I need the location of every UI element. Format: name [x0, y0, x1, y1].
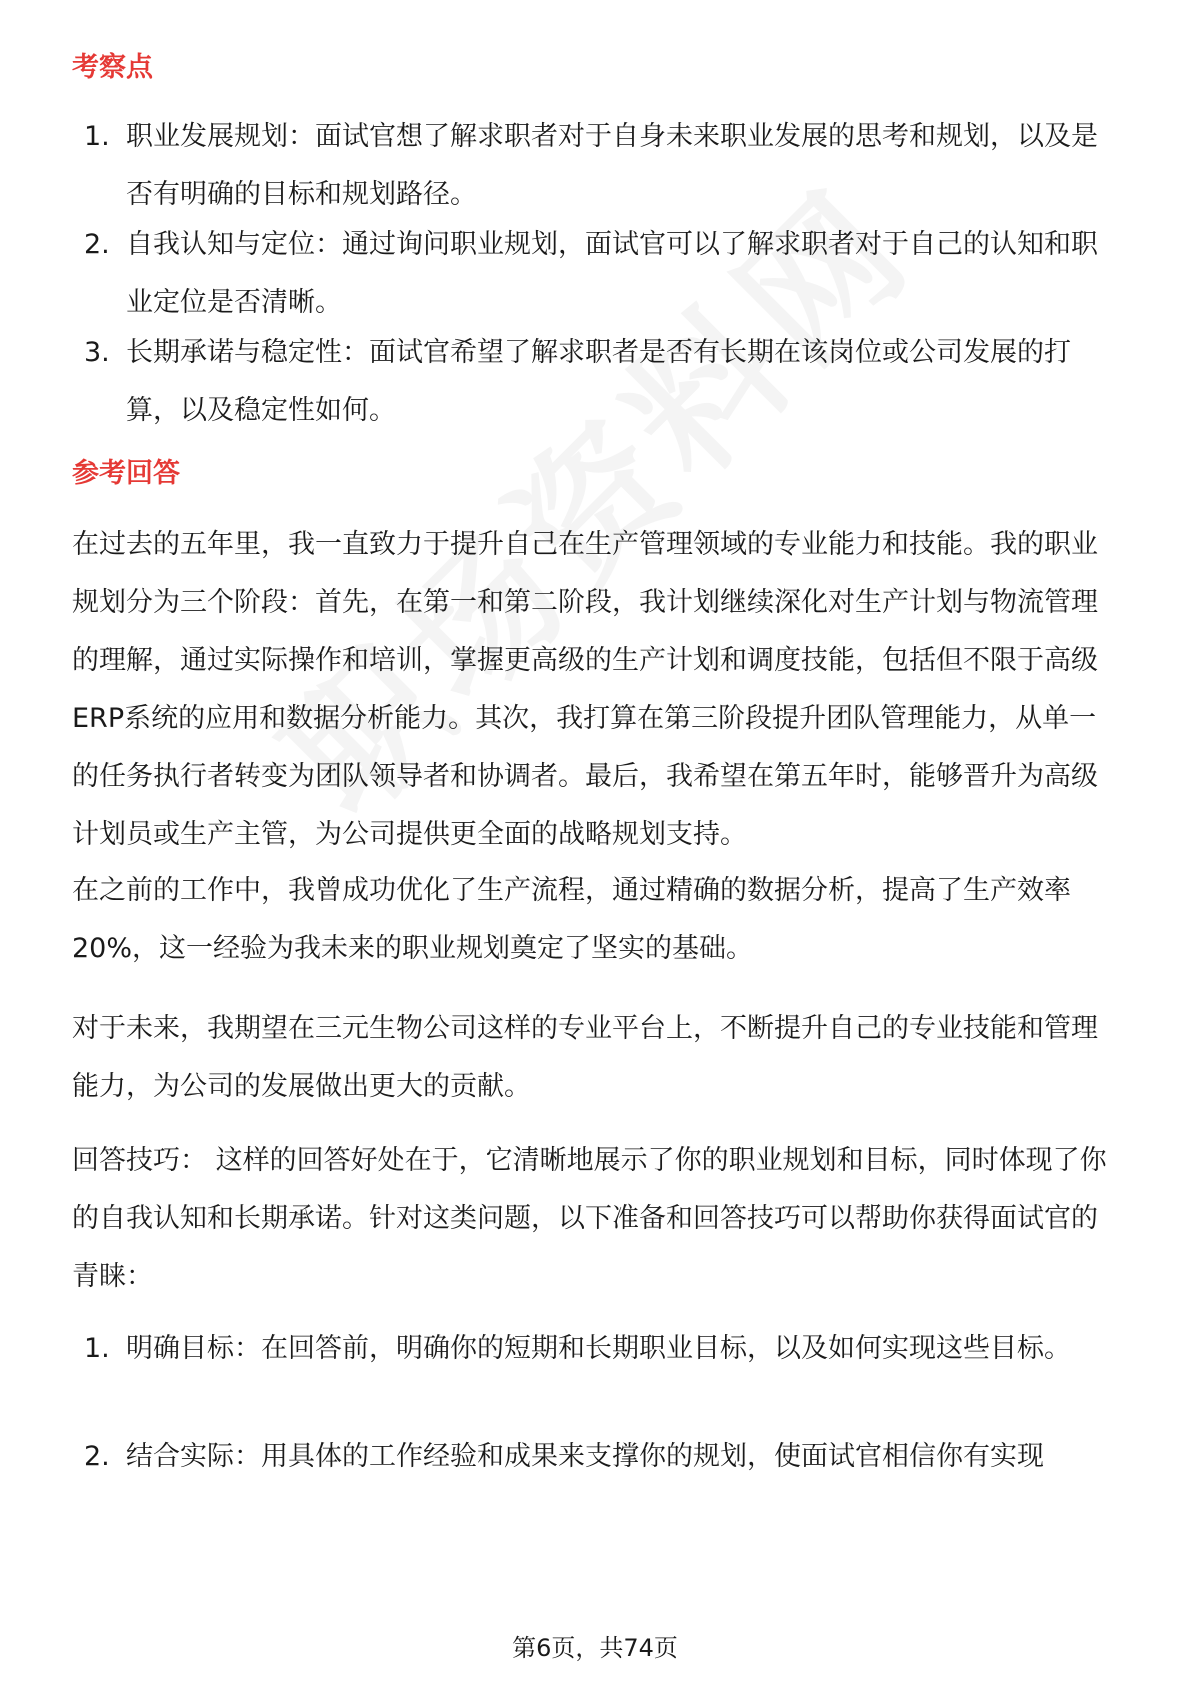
tip-item: [84, 1428, 1124, 1486]
answer-paragraph: 在之前的工作中，我曾成功优化了生产流程，通过精确的数据分析，提高了生产效率20%，这一经验为我未来的职业规划奠定了坚实的基础。: [72, 875, 1071, 964]
list-number: 1.: [84, 1333, 110, 1364]
list-number: 3.: [84, 337, 110, 368]
list-item: [84, 324, 1124, 440]
list-text: 职业发展规划：面试官想了解求职者对于自身未来职业发展的思考和规划，以及是否有明确的目标和规划路径。: [126, 121, 1098, 210]
list-item: [84, 216, 1124, 332]
list-number: 2.: [84, 1441, 110, 1472]
list-number: 2.: [84, 229, 110, 260]
answer-tips-paragraph: 回答技巧： 这样的回答好处在于，它清晰地展示了你的职业规划和目标，同时体现了你的自我认知和长期承诺。针对这类问题，以下准备和回答技巧可以帮助你获得面试官的青睐：: [72, 1145, 1107, 1292]
list-item: [84, 108, 1124, 224]
page-footer: 第6页，共74页: [512, 1634, 678, 1662]
section-title-key-points: 考察点: [72, 52, 153, 83]
list-text: 长期承诺与稳定性：面试官希望了解求职者是否有长期在该岗位或公司发展的打算，以及稳定性如何。: [126, 337, 1071, 426]
list-number: 1.: [84, 121, 110, 152]
tip-item: [84, 1320, 1124, 1378]
answer-paragraph: 在过去的五年里，我一直致力于提升自己在生产管理领域的专业能力和技能。我的职业规划分为三个阶段：首先，在第一和第二阶段，我计划继续深化对生产计划与物流管理的理解，通过实际操作和培训，掌握更高级的生产计划和调度技能，包括但不限于高级ERP系统的应用和数据分析能力。其次，我打算在第三阶段提升团队管理能力，从单一的任务执行者转变为团队领导者和协调者。最后，我希望在第五年时，能够晋升为高级计划员或生产主管，为公司提供更全面的战略规划支持。: [72, 529, 1098, 850]
list-text: 自我认知与定位：通过询问职业规划，面试官可以了解求职者对于自己的认知和职业定位是否清晰。: [126, 229, 1098, 318]
list-text: 结合实际：用具体的工作经验和成果来支撑你的规划，使面试官相信你有实现: [126, 1441, 1044, 1472]
section-title-reference-answer: 参考回答: [72, 458, 180, 489]
list-text: 明确目标：在回答前，明确你的短期和长期职业目标，以及如何实现这些目标。: [126, 1333, 1071, 1364]
answer-paragraph: 对于未来，我期望在三元生物公司这样的专业平台上，不断提升自己的专业技能和管理能力，为公司的发展做出更大的贡献。: [72, 1013, 1098, 1102]
